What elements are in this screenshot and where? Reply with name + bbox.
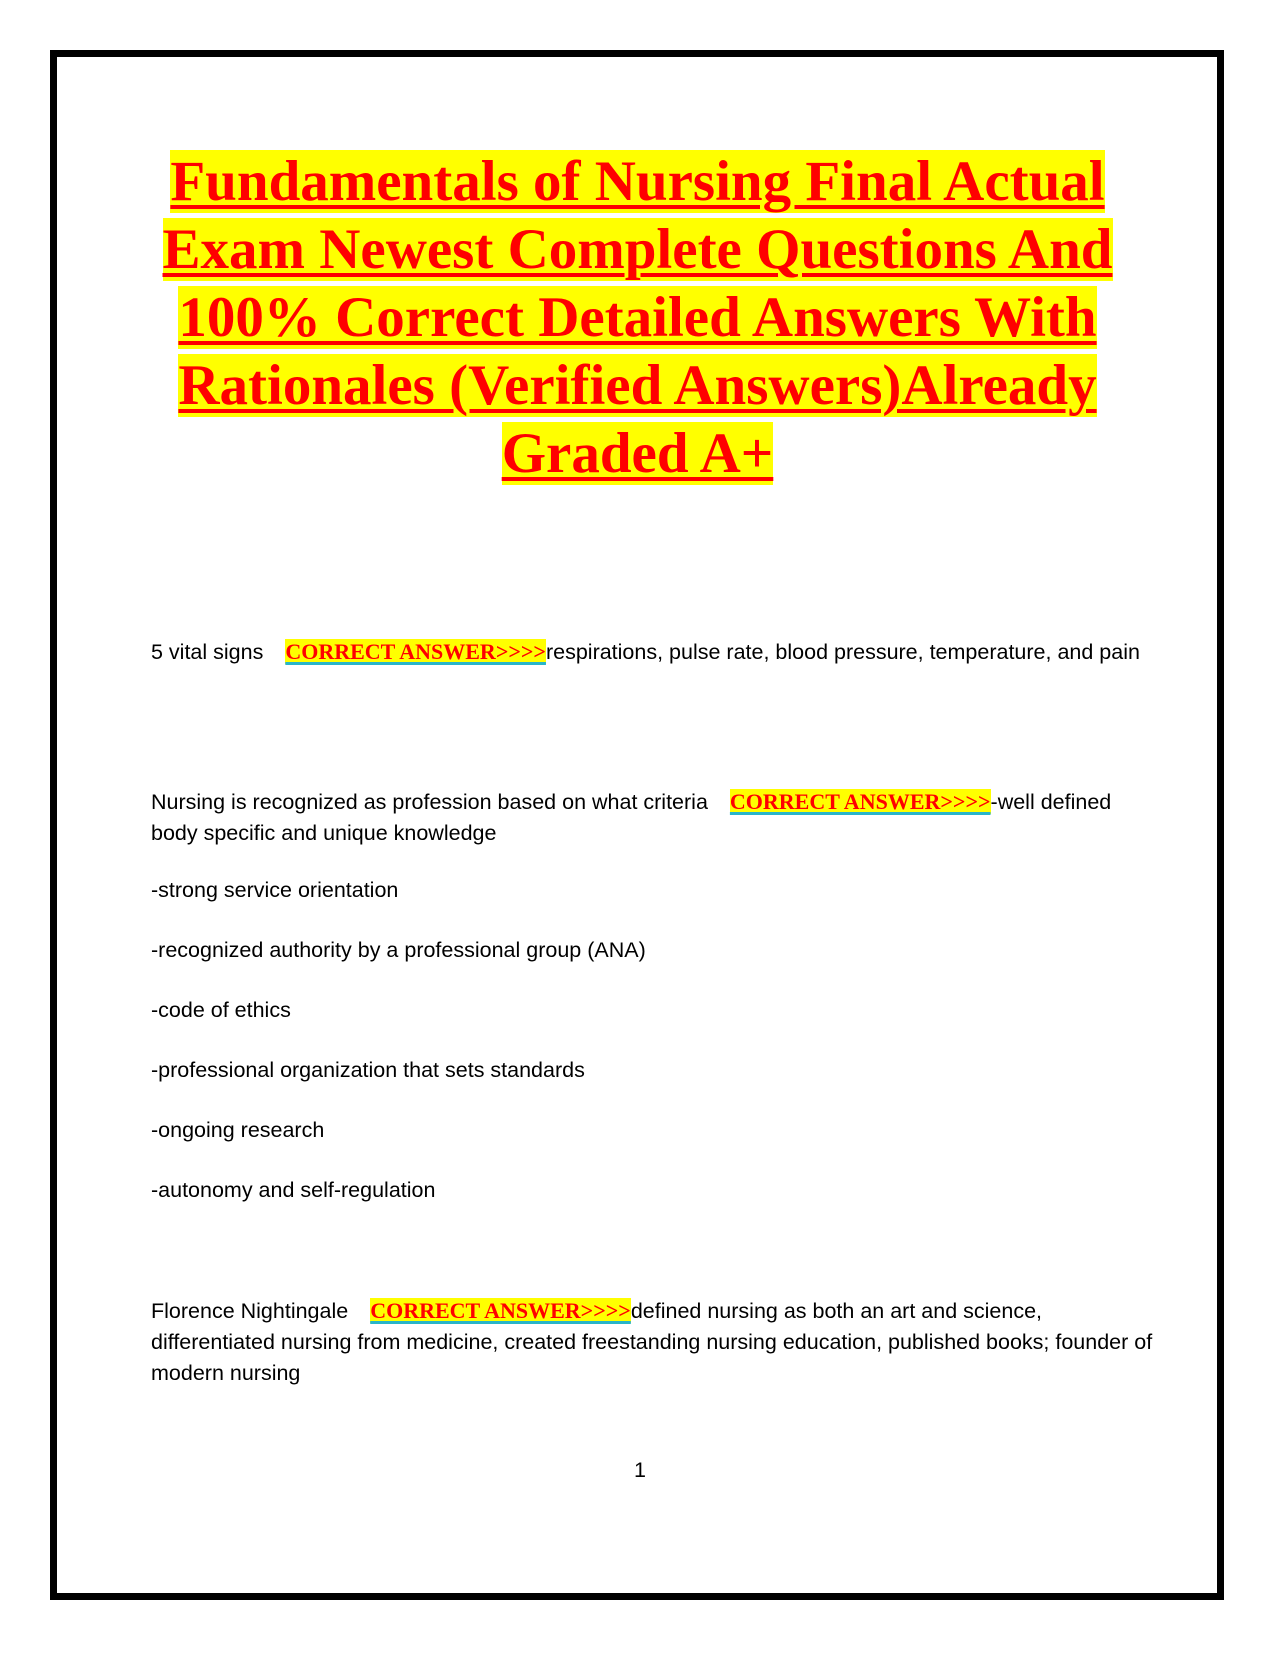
- qa-item-vital-signs: [151, 636, 1161, 668]
- document-title: [140, 148, 1135, 488]
- document-title-text: Fundamentals of Nursing Final Actual Exam Newest Complete Questions And 100% Correct Detailed Answers With Rationales (Verified Answers)Already Graded A+: [162, 150, 1113, 485]
- qa-term: Nursing is recognized as profession based on what criteria: [151, 790, 708, 814]
- qa-term: Florence Nightingale: [151, 1299, 349, 1323]
- correct-answer-marker: CORRECT ANSWER>>>>: [370, 1298, 631, 1323]
- qa-answer: respirations, pulse rate, blood pressure, temperature, and pain: [545, 640, 1140, 664]
- correct-answer-marker: CORRECT ANSWER>>>>: [729, 789, 991, 814]
- qa-item-florence-nightingale: [151, 1295, 1161, 1389]
- correct-answer-marker: CORRECT ANSWER>>>>: [285, 639, 546, 664]
- criteria-list-item: -autonomy and self-regulation: [151, 1178, 436, 1202]
- criteria-list-item: -strong service orientation: [151, 878, 399, 902]
- qa-answer: -well defined body specific and unique knowledge: [151, 790, 1112, 845]
- qa-answer: defined nursing as both an art and science, differentiated nursing from medicine, created freestanding nursing education, published books; founder of modern nursing: [151, 1299, 1153, 1385]
- criteria-list-item: -recognized authority by a professional group (ANA): [151, 938, 646, 962]
- page-number: 1: [634, 1458, 646, 1482]
- criteria-list-item: -code of ethics: [151, 998, 291, 1022]
- criteria-list-item: -professional organization that sets standards: [151, 1058, 585, 1082]
- criteria-list-item: -ongoing research: [151, 1118, 325, 1142]
- qa-term: 5 vital signs: [151, 640, 264, 664]
- qa-item-profession-criteria: [151, 786, 1161, 849]
